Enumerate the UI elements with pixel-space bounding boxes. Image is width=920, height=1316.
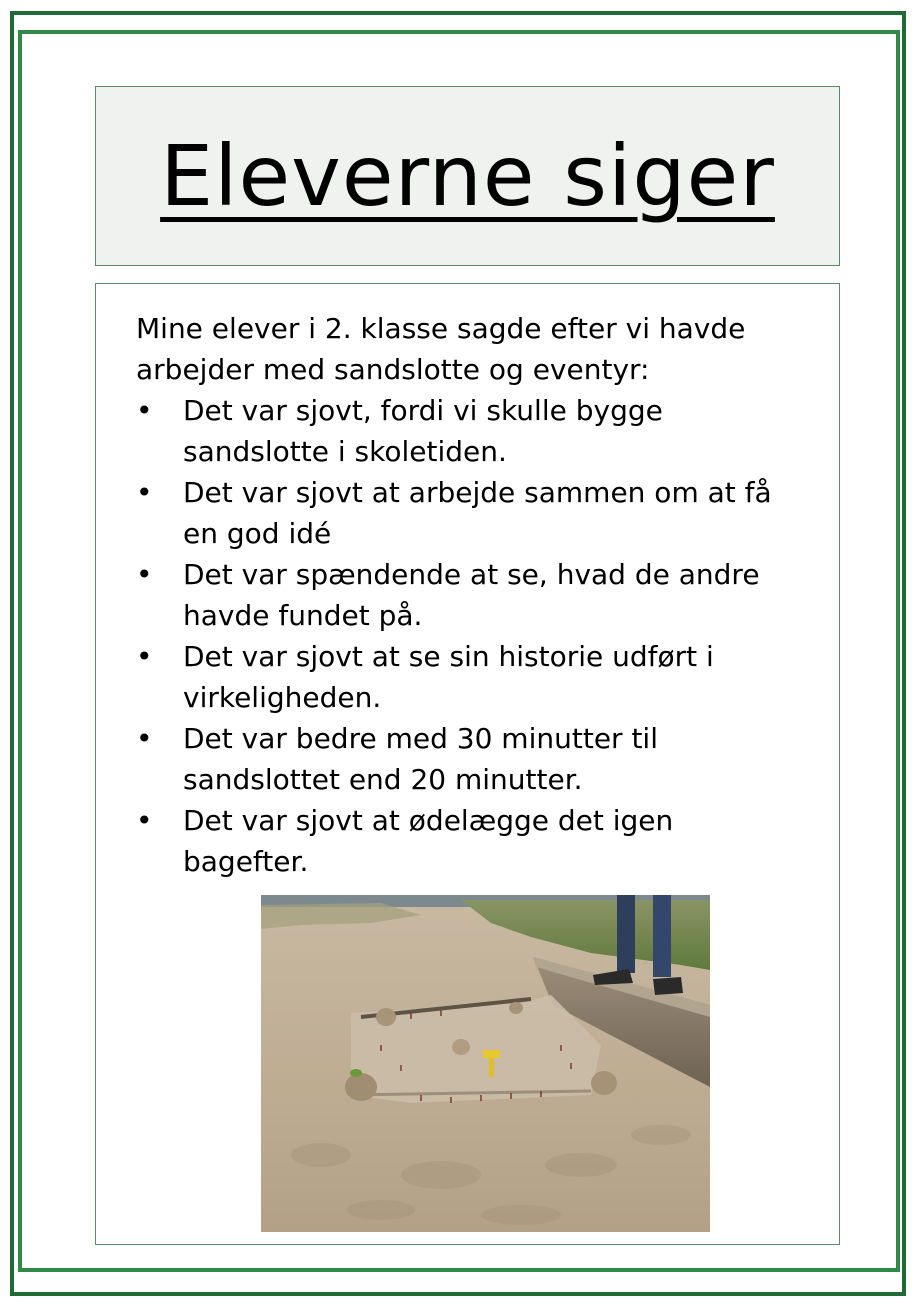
bullet-icon: • [136, 804, 153, 837]
bullet-icon: • [136, 394, 153, 427]
list-item: • Det var sjovt at ødelægge det igen bagefter. [136, 800, 796, 882]
bullet-icon: • [136, 640, 153, 673]
list-item: • Det var bedre med 30 minutter til sandslottet end 20 minutter. [136, 718, 796, 800]
list-item: • Det var sjovt, fordi vi skulle bygge sandslotte i skoletiden. [136, 390, 796, 472]
content-box [95, 283, 840, 1245]
bullet-icon: • [136, 476, 153, 509]
list-item: • Det var spændende at se, hvad de andre havde fundet på. [136, 554, 796, 636]
sandcastle-photo [261, 895, 710, 1232]
bullet-icon: • [136, 558, 153, 591]
list-item: • Det var sjovt at arbejde sammen om at få en god idé [136, 472, 796, 554]
intro-text: Mine elever i 2. klasse sagde efter vi havde arbejder med sandslotte og eventyr: [136, 312, 746, 386]
quote-list [136, 390, 796, 882]
list-item: • Det var sjovt at se sin historie udført i virkeligheden. [136, 636, 796, 718]
title-box [95, 86, 840, 266]
bullet-icon: • [136, 722, 153, 755]
page-title: Eleverne siger [160, 127, 775, 225]
